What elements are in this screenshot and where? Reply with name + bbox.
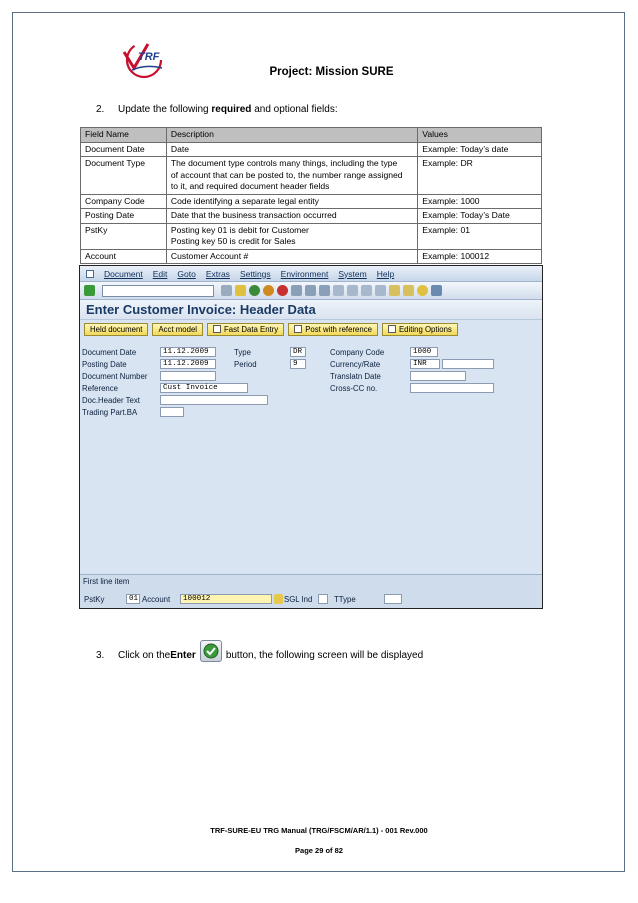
label-translatn-date: Translatn Date <box>330 372 381 381</box>
label-doc-header-text: Doc.Header Text <box>82 396 140 405</box>
menu-goto[interactable]: Goto <box>177 268 196 279</box>
cell-value: Example: Today’s Date <box>418 209 542 224</box>
table-row <box>81 223 542 249</box>
help-icon[interactable] <box>417 285 428 296</box>
description-line: Customer Account # <box>170 250 249 261</box>
footer-page-number: Page 29 of 82 <box>295 846 343 855</box>
cell-value: Example: DR <box>418 157 542 195</box>
step-number: 3. <box>96 649 105 661</box>
find-next-icon[interactable] <box>319 285 330 296</box>
menu-help[interactable]: Help <box>376 268 395 279</box>
cancel-icon[interactable] <box>277 285 288 296</box>
enter-check-icon[interactable] <box>84 285 95 296</box>
label-document-date: Document Date <box>82 348 137 357</box>
cell-description <box>166 249 417 264</box>
transaction-type-field[interactable] <box>384 594 402 604</box>
label-sgl-ind: SGL Ind <box>284 595 313 604</box>
label-document-number: Document Number <box>82 372 148 381</box>
back-icon[interactable] <box>249 285 260 296</box>
label-company-code: Company Code <box>330 348 385 357</box>
sap-toolbar <box>80 282 542 300</box>
post-with-reference-button[interactable]: Post with reference <box>288 323 378 336</box>
cell-field-name: Posting Date <box>81 209 167 224</box>
pencil-icon <box>388 325 396 333</box>
cell-description <box>166 194 417 209</box>
find-icon[interactable] <box>305 285 316 296</box>
first-line-item-header: First line item <box>83 577 130 586</box>
description-line: of account that can be posted to, the number range assigned <box>170 169 403 180</box>
cell-value: Example: 100012 <box>418 249 542 264</box>
sap-screenshot <box>79 265 543 609</box>
header-values: Values <box>418 128 542 143</box>
exit-icon[interactable] <box>263 285 274 296</box>
menu-document[interactable]: Document <box>104 268 143 279</box>
period-field[interactable]: 9 <box>290 359 306 369</box>
fast-data-entry-button[interactable]: Fast Data Entry <box>207 323 284 336</box>
cell-value: Example: Today’s date <box>418 142 542 157</box>
prev-page-icon[interactable] <box>347 285 358 296</box>
description-line: Posting key 01 is debit for Customer <box>170 224 309 235</box>
trading-part-ba-field[interactable] <box>160 407 184 417</box>
held-document-button[interactable]: Held document <box>84 323 148 336</box>
project-title: Project: Mission SURE <box>269 66 394 78</box>
posting-key-field[interactable]: 01 <box>126 594 140 604</box>
label-account: Account <box>142 595 171 604</box>
description-line: Date that the business transaction occurred <box>170 210 337 220</box>
document-number-field[interactable] <box>160 371 216 381</box>
sap-screen-title: Enter Customer Invoice: Header Data <box>80 300 542 320</box>
table-row <box>81 209 542 224</box>
cell-field-name: PstKy <box>81 223 167 249</box>
fields-table <box>80 127 542 264</box>
menu-system[interactable]: System <box>338 268 367 279</box>
menu-environment[interactable]: Environment <box>280 268 329 279</box>
label-reference: Reference <box>82 384 118 393</box>
currency-field[interactable]: INR <box>410 359 440 369</box>
step-number: 2. <box>96 104 105 115</box>
description-line: The document type controls many things, including the type <box>170 158 398 168</box>
description-line: Code identifying a separate legal entity <box>170 195 319 206</box>
acct-model-button[interactable]: Acct model <box>152 323 203 336</box>
reference-field[interactable]: Cust Invoice <box>160 383 248 393</box>
search-help-icon[interactable] <box>274 594 283 604</box>
table-row <box>81 157 542 195</box>
sap-header-form <box>80 338 542 502</box>
label-type: Type <box>234 348 251 357</box>
translation-date-field[interactable] <box>410 371 466 381</box>
first-line-item-section <box>80 574 542 608</box>
check-icon <box>203 643 219 659</box>
cell-value: Example: 01 <box>418 223 542 249</box>
cell-description <box>166 142 417 157</box>
fast-entry-icon <box>213 325 221 333</box>
label-posting-date: Posting Date <box>82 360 127 369</box>
label-cross-cc-no: Cross-CC no. <box>330 384 378 393</box>
posting-date-field[interactable]: 11.12.2009 <box>160 359 216 369</box>
table-row <box>81 142 542 157</box>
footer-manual-reference: TRF-SURE-EU TRG Manual (TRG/FSCM/AR/1.1) - 001 Rev.000 <box>210 826 428 835</box>
label-trading-part-ba: Trading Part.BA <box>82 408 138 417</box>
next-page-icon[interactable] <box>361 285 372 296</box>
description-line: to it, and required document header fields <box>170 181 330 191</box>
print-icon[interactable] <box>291 285 302 296</box>
label-pstky: PstKy <box>84 595 105 604</box>
exchange-rate-field[interactable] <box>442 359 494 369</box>
header-field-name: Field Name <box>81 128 167 143</box>
label-currency-rate: Currency/Rate <box>330 360 381 369</box>
cell-field-name: Company Code <box>81 194 167 209</box>
account-field[interactable]: 100012 <box>180 594 272 604</box>
shortcut-icon[interactable] <box>403 285 414 296</box>
company-code-field[interactable]: 1000 <box>410 347 438 357</box>
cell-description <box>166 209 417 224</box>
cell-field-name: Document Date <box>81 142 167 157</box>
cell-field-name: Document Type <box>81 157 167 195</box>
editing-options-button[interactable]: Editing Options <box>382 323 458 336</box>
label-ttype: TType <box>334 595 356 604</box>
document-type-field[interactable]: DR <box>290 347 306 357</box>
menu-grip-icon[interactable] <box>86 270 94 278</box>
reference-icon <box>294 325 302 333</box>
save-icon[interactable] <box>235 285 246 296</box>
svg-text:TRF: TRF <box>138 51 160 63</box>
header-description: Description <box>166 128 417 143</box>
label-period: Period <box>234 360 257 369</box>
first-page-icon[interactable] <box>333 285 344 296</box>
table-header-row <box>81 128 542 143</box>
menu-settings[interactable]: Settings <box>239 268 271 279</box>
cell-field-name: Account <box>81 249 167 264</box>
table-row <box>81 194 542 209</box>
cell-description <box>166 157 417 195</box>
doc-header-text-field[interactable] <box>160 395 268 405</box>
step-2-instruction: 2. Update the following required and optional fields: <box>96 104 338 115</box>
layout-icon[interactable] <box>431 285 442 296</box>
sap-menubar <box>80 266 542 282</box>
sgl-indicator-field[interactable] <box>318 594 328 604</box>
last-page-icon[interactable] <box>375 285 386 296</box>
menu-edit[interactable]: Edit <box>152 268 168 279</box>
table-row <box>81 249 542 264</box>
sap-application-toolbar <box>80 320 542 338</box>
step-3-instruction: 3. Click on the Enter button, the following screen will be displayed <box>96 644 423 666</box>
cross-cc-number-field[interactable] <box>410 383 494 393</box>
cell-description <box>166 223 417 249</box>
new-session-icon[interactable] <box>389 285 400 296</box>
back-arrow-icon[interactable] <box>221 285 232 296</box>
description-line: Posting key 50 is credit for Sales <box>170 236 296 246</box>
command-field[interactable] <box>102 285 214 297</box>
document-date-field[interactable]: 11.12.2009 <box>160 347 216 357</box>
enter-button-image <box>200 640 222 662</box>
description-line: Date <box>170 143 190 154</box>
cell-value: Example: 1000 <box>418 194 542 209</box>
menu-extras[interactable]: Extras <box>205 268 230 279</box>
